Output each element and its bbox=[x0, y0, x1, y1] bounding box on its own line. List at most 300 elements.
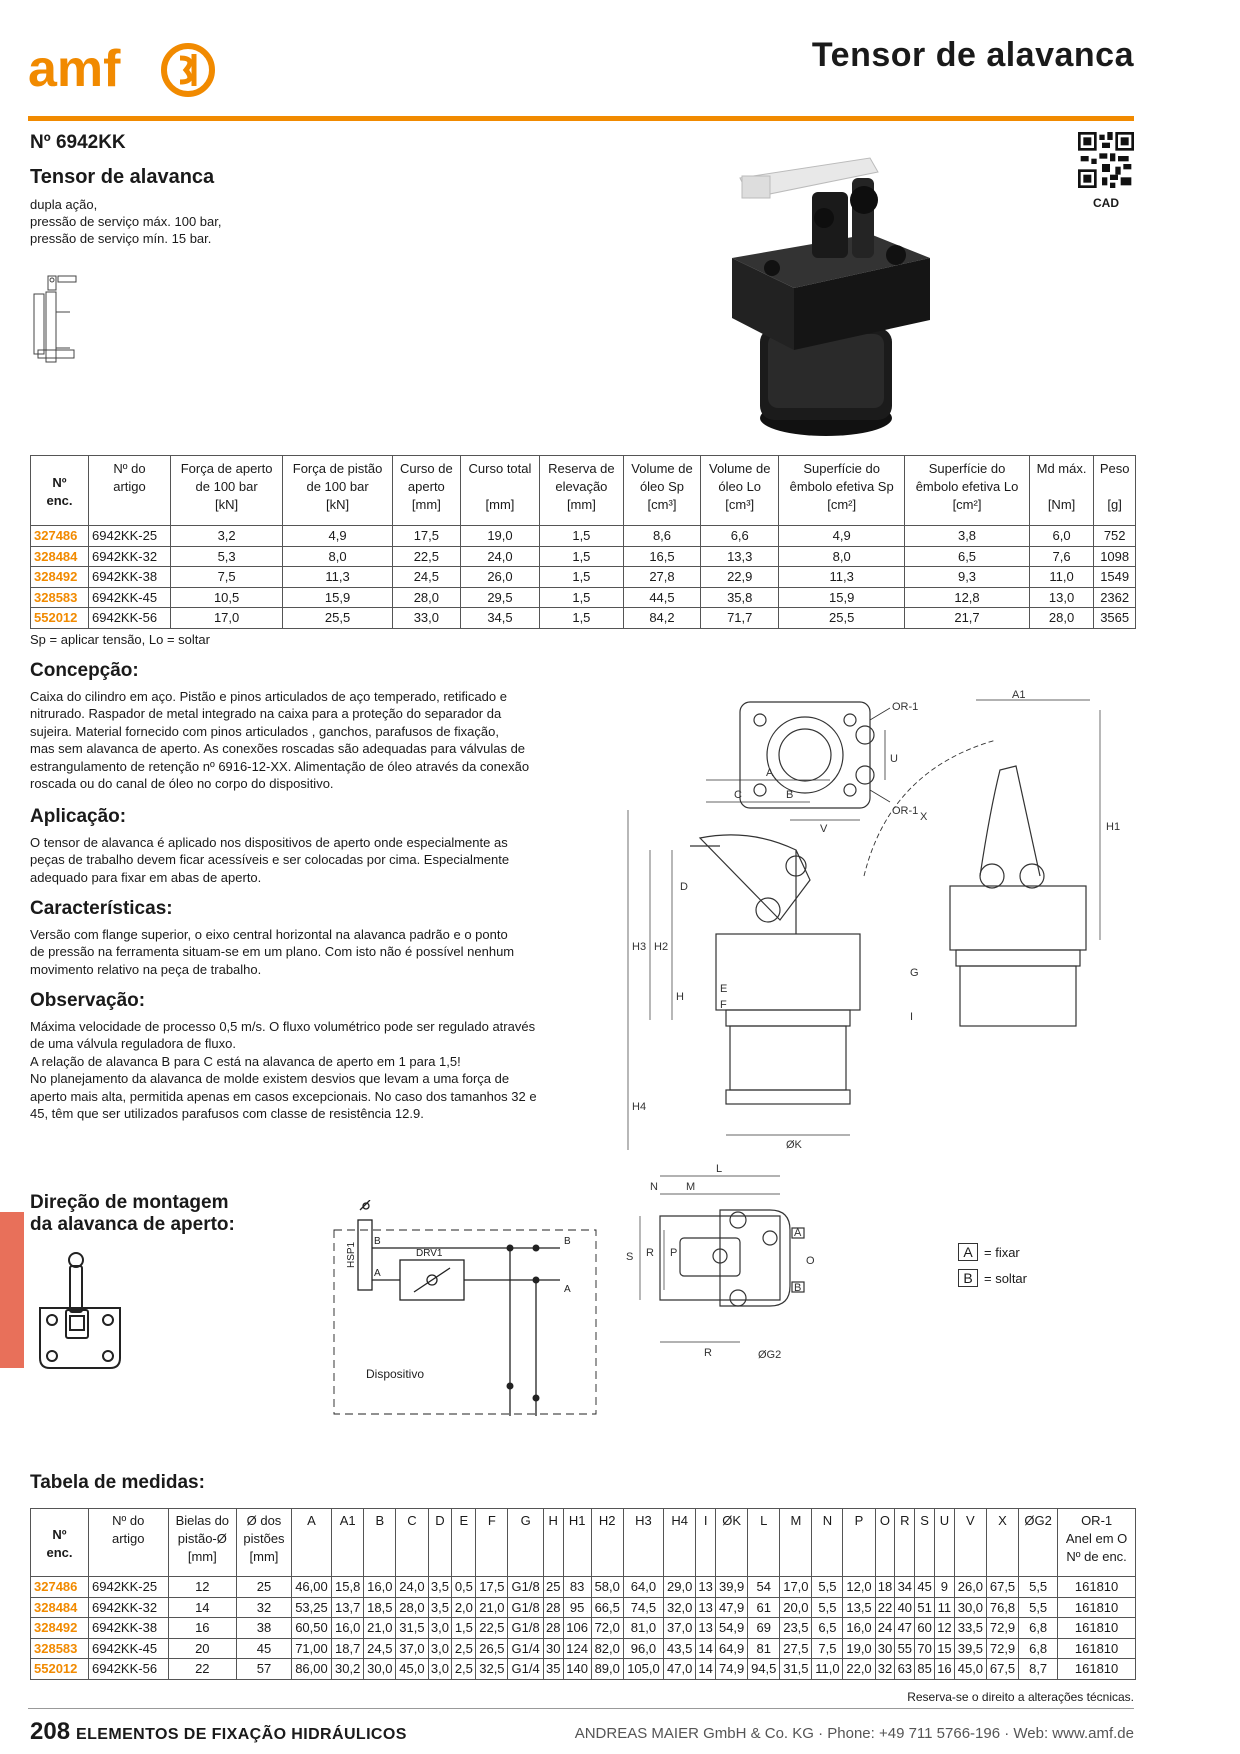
table-cell: 72,9 bbox=[986, 1638, 1018, 1659]
table-cell: 33,0 bbox=[392, 608, 460, 629]
table-cell: 60 bbox=[915, 1618, 935, 1639]
dim-label-a: A bbox=[766, 767, 774, 779]
table-cell: 21,0 bbox=[364, 1618, 396, 1639]
column-header: H4 bbox=[664, 1509, 696, 1577]
table-cell: 3,0 bbox=[428, 1618, 452, 1639]
table-cell: 25 bbox=[543, 1577, 563, 1598]
table-cell: 22,5 bbox=[476, 1618, 508, 1639]
table-cell: 28,0 bbox=[1029, 608, 1094, 629]
text-line: 45, têm que ser utilizados parafusos com classe de resistência 12.9. bbox=[30, 1106, 424, 1122]
dim-label-or1: OR-1 bbox=[892, 701, 919, 713]
table-cell: 10,5 bbox=[171, 587, 283, 608]
table-cell: G1/8 bbox=[508, 1597, 543, 1618]
table-cell: 3,0 bbox=[428, 1659, 452, 1680]
order-number-cell[interactable]: 328484 bbox=[31, 546, 89, 567]
table-cell: 26,5 bbox=[476, 1638, 508, 1659]
column-header: I bbox=[696, 1509, 716, 1577]
port-b-label: B bbox=[564, 1236, 571, 1247]
table-cell: 81,0 bbox=[623, 1618, 663, 1639]
section-title-observacao: Observação: bbox=[30, 990, 146, 1011]
column-header: G bbox=[508, 1509, 543, 1577]
table-cell: 15,9 bbox=[283, 587, 393, 608]
article-number: Nº 6942KK bbox=[30, 132, 126, 153]
amf-logo bbox=[28, 40, 218, 100]
table-cell: 0,5 bbox=[452, 1577, 476, 1598]
table-cell: 28,0 bbox=[392, 587, 460, 608]
table-cell: 9 bbox=[935, 1577, 955, 1598]
table-cell: 8,0 bbox=[283, 546, 393, 567]
text-line: A relação de alavanca B para C está na alavanca de aperto em 1 para 1,5! bbox=[30, 1053, 461, 1069]
table-row bbox=[31, 587, 1136, 608]
table-cell: 6942KK-38 bbox=[89, 567, 171, 588]
logo-text: amf bbox=[28, 40, 121, 98]
table-cell: 161810 bbox=[1058, 1597, 1136, 1618]
table-cell: 46,00 bbox=[291, 1577, 331, 1598]
order-number-cell[interactable]: 552012 bbox=[31, 1659, 89, 1680]
table-cell: 13 bbox=[696, 1618, 716, 1639]
section-body-concepcao bbox=[30, 688, 610, 792]
table-cell: 106 bbox=[563, 1618, 591, 1639]
table-cell: 16,0 bbox=[332, 1618, 364, 1639]
table-cell: 18,5 bbox=[364, 1597, 396, 1618]
table-cell: 16,0 bbox=[843, 1618, 875, 1639]
table-cell: 32 bbox=[875, 1659, 895, 1680]
page-number: 208 bbox=[30, 1718, 71, 1745]
order-number-cell[interactable]: 327486 bbox=[31, 1577, 89, 1598]
table-cell: 85 bbox=[915, 1659, 935, 1680]
table-cell: 6942KK-25 bbox=[89, 526, 171, 547]
legend-key: A bbox=[958, 1243, 978, 1261]
header-rule bbox=[28, 116, 1134, 121]
table-cell: 28 bbox=[543, 1597, 563, 1618]
column-header: Nº enc. bbox=[31, 1509, 89, 1577]
table-cell: 161810 bbox=[1058, 1618, 1136, 1639]
column-header: ØK bbox=[716, 1509, 748, 1577]
table-cell: 1,5 bbox=[540, 587, 623, 608]
table-cell: 2,5 bbox=[452, 1638, 476, 1659]
table-cell: 37,0 bbox=[664, 1618, 696, 1639]
port-a-label: A bbox=[564, 1284, 571, 1295]
dim-label-l: L bbox=[716, 1163, 723, 1175]
dim-label-p: P bbox=[670, 1247, 678, 1259]
bottom-view-drawing bbox=[620, 1160, 940, 1380]
table-cell: 20,0 bbox=[780, 1597, 812, 1618]
dim-label-v: V bbox=[820, 823, 828, 835]
table-cell: 33,5 bbox=[954, 1618, 986, 1639]
column-header: A bbox=[291, 1509, 331, 1577]
table-cell: 16 bbox=[168, 1618, 237, 1639]
table-cell: 22,0 bbox=[843, 1659, 875, 1680]
table-cell: 69 bbox=[748, 1618, 780, 1639]
table-cell: 13,5 bbox=[843, 1597, 875, 1618]
table-cell: 19,0 bbox=[843, 1638, 875, 1659]
legend-item bbox=[958, 1269, 1027, 1287]
column-header: H2 bbox=[591, 1509, 623, 1577]
text-line: aperto mais alta, permitida apenas em casos excepcionais. No caso dos tamanhos 32 e bbox=[30, 1088, 537, 1104]
text-line: Versão com flange superior, o eixo central horizontal na alavanca padrão e o ponto bbox=[30, 927, 508, 942]
table-cell: 71,7 bbox=[701, 608, 779, 629]
qr-code-icon[interactable] bbox=[1078, 132, 1134, 188]
dim-label-m: M bbox=[686, 1181, 696, 1193]
table-cell: 13,0 bbox=[1029, 587, 1094, 608]
clamp-symbol-icon bbox=[30, 272, 80, 364]
table-cell: 28,0 bbox=[396, 1597, 428, 1618]
section-body-observacao bbox=[30, 1018, 610, 1122]
table-row bbox=[31, 1659, 1136, 1680]
table-cell: 32,5 bbox=[476, 1659, 508, 1680]
table-cell: 23,5 bbox=[780, 1618, 812, 1639]
text-line: de uma válvula reguladora de fluxo. bbox=[30, 1036, 236, 1052]
table-row bbox=[31, 1597, 1136, 1618]
table-cell: 6942KK-32 bbox=[89, 546, 171, 567]
table-cell: 13 bbox=[696, 1597, 716, 1618]
port-a-label: A bbox=[374, 1268, 381, 1279]
section-title-concepcao: Concepção: bbox=[30, 660, 139, 681]
column-header: V bbox=[954, 1509, 986, 1577]
cad-label: CAD bbox=[1093, 196, 1119, 210]
column-header: S bbox=[915, 1509, 935, 1577]
section-title-aplicacao: Aplicação: bbox=[30, 806, 127, 827]
table-cell: 84,2 bbox=[623, 608, 701, 629]
table-cell: 5,3 bbox=[171, 546, 283, 567]
text-line: de pressão na ferramenta situam-se em um plano. Com isto não é possível nenhum bbox=[30, 944, 515, 960]
table-cell: 21,0 bbox=[476, 1597, 508, 1618]
table-cell: 58,0 bbox=[591, 1577, 623, 1598]
text-line: peças de trabalho devem ficar acessíveis e ser colocadas por cima. Especialmente bbox=[30, 852, 510, 868]
table-cell: 6,8 bbox=[1019, 1638, 1058, 1659]
table-cell: 8,7 bbox=[1019, 1659, 1058, 1680]
order-number-cell[interactable]: 328484 bbox=[31, 1597, 89, 1618]
text-line: No planejamento da alavanca de molde existem desvios que levam a uma força de bbox=[30, 1071, 510, 1087]
table-cell: 57 bbox=[237, 1659, 292, 1680]
mounting-title-line: Direção de montagem bbox=[30, 1192, 229, 1213]
table-cell: 71,00 bbox=[291, 1638, 331, 1659]
column-header: Nº enc. bbox=[31, 456, 89, 526]
table-cell: 5,5 bbox=[812, 1577, 843, 1598]
legend-item bbox=[958, 1243, 1020, 1261]
table-cell: 9,3 bbox=[905, 567, 1030, 588]
table-cell: 95 bbox=[563, 1597, 591, 1618]
mounting-title-line: da alavanca de aperto: bbox=[30, 1214, 235, 1235]
column-header: Volume de óleo Sp [cm³] bbox=[623, 456, 701, 526]
table-cell: 30,2 bbox=[332, 1659, 364, 1680]
table-cell: 22,9 bbox=[701, 567, 779, 588]
table-cell: 17,0 bbox=[171, 608, 283, 629]
column-header: B bbox=[364, 1509, 396, 1577]
table-cell: 24 bbox=[875, 1618, 895, 1639]
column-header: Bielas do pistão-Ø [mm] bbox=[168, 1509, 237, 1577]
table-header-row bbox=[31, 1509, 1136, 1577]
column-header: OR-1 Anel em O Nº de enc. bbox=[1058, 1509, 1136, 1577]
table-cell: 3,5 bbox=[428, 1597, 452, 1618]
dimension-drawing bbox=[620, 690, 1140, 1170]
order-number-cell[interactable]: 328492 bbox=[31, 567, 89, 588]
table-cell: 39,5 bbox=[954, 1638, 986, 1659]
table-cell: 12,8 bbox=[905, 587, 1030, 608]
table-cell: 30 bbox=[875, 1638, 895, 1659]
table-cell: 161810 bbox=[1058, 1659, 1136, 1680]
table-cell: 1,5 bbox=[540, 546, 623, 567]
table-cell: 27,5 bbox=[780, 1638, 812, 1659]
table-cell: 3,2 bbox=[171, 526, 283, 547]
table-cell: 4,9 bbox=[283, 526, 393, 547]
table-cell: 19,0 bbox=[460, 526, 539, 547]
table-cell: 6942KK-25 bbox=[89, 1577, 169, 1598]
table-cell: 37,0 bbox=[396, 1638, 428, 1659]
order-number-cell[interactable]: 327486 bbox=[31, 526, 89, 547]
table-cell: 12,0 bbox=[843, 1577, 875, 1598]
table-cell: 54,9 bbox=[716, 1618, 748, 1639]
table-cell: 3,5 bbox=[428, 1577, 452, 1598]
dim-label-c: C bbox=[734, 789, 742, 801]
table-header-row bbox=[31, 456, 1136, 526]
dim-label-e: E bbox=[720, 983, 728, 995]
table-cell: G1/4 bbox=[508, 1638, 543, 1659]
table-cell: 5,5 bbox=[1019, 1577, 1058, 1598]
table-cell: 2362 bbox=[1094, 587, 1136, 608]
table-row bbox=[31, 1638, 1136, 1659]
table-cell: 43,5 bbox=[664, 1638, 696, 1659]
table-row bbox=[31, 526, 1136, 547]
column-header: U bbox=[935, 1509, 955, 1577]
table-cell: 7,5 bbox=[812, 1638, 843, 1659]
dim-label-o: O bbox=[806, 1255, 815, 1267]
device-label: Dispositivo bbox=[366, 1367, 425, 1381]
table-cell: 6,0 bbox=[1029, 526, 1094, 547]
table-cell: 38 bbox=[237, 1618, 292, 1639]
dim-label-d: D bbox=[680, 881, 688, 893]
dim-label-h2: H2 bbox=[654, 941, 669, 953]
table-cell: 32 bbox=[237, 1597, 292, 1618]
column-header: Md máx. [Nm] bbox=[1029, 456, 1094, 526]
column-header: Peso [g] bbox=[1094, 456, 1136, 526]
table-cell: 24,0 bbox=[396, 1577, 428, 1598]
column-header: Curso total [mm] bbox=[460, 456, 539, 526]
column-header: Ø dos pistões [mm] bbox=[237, 1509, 292, 1577]
table-cell: 86,00 bbox=[291, 1659, 331, 1680]
table-cell: 6,5 bbox=[812, 1618, 843, 1639]
table-cell: 2,5 bbox=[452, 1659, 476, 1680]
table-cell: 63 bbox=[895, 1659, 915, 1680]
table-cell: 45,0 bbox=[954, 1659, 986, 1680]
dim-label-a1: A1 bbox=[1012, 690, 1026, 701]
dim-label-g: G bbox=[910, 967, 919, 979]
column-header: F bbox=[476, 1509, 508, 1577]
section-body-aplicacao bbox=[30, 834, 610, 886]
order-number-cell[interactable]: 328583 bbox=[31, 1638, 89, 1659]
column-header: Força de pistão de 100 bar [kN] bbox=[283, 456, 393, 526]
dim-label-h3: H3 bbox=[632, 941, 647, 953]
table-cell: 161810 bbox=[1058, 1577, 1136, 1598]
text-line: estrangulamento de retenção nº 6916-12-XX. Alimentação de óleo através da conexão bbox=[30, 758, 530, 774]
dim-label-r: R bbox=[646, 1247, 654, 1259]
section-title-caracteristicas: Características: bbox=[30, 898, 173, 919]
table-cell: 55 bbox=[895, 1638, 915, 1659]
dim-label-or1: OR-1 bbox=[892, 805, 919, 817]
table-cell: 89,0 bbox=[591, 1659, 623, 1680]
legend-label: = fixar bbox=[984, 1245, 1020, 1260]
table-cell: 8,0 bbox=[779, 546, 905, 567]
table-cell: 51 bbox=[915, 1597, 935, 1618]
text-line: adequado para fixar em abas de aperto. bbox=[30, 869, 262, 885]
column-header: R bbox=[895, 1509, 915, 1577]
table-cell: 3,0 bbox=[428, 1638, 452, 1659]
table-cell: 18,7 bbox=[332, 1638, 364, 1659]
table-cell: 1098 bbox=[1094, 546, 1136, 567]
table-cell: 4,9 bbox=[779, 526, 905, 547]
table-cell: 2,0 bbox=[452, 1597, 476, 1618]
column-header: N bbox=[812, 1509, 843, 1577]
page-title: Tensor de alavanca bbox=[811, 36, 1134, 74]
table-cell: 1549 bbox=[1094, 567, 1136, 588]
table-cell: 47,9 bbox=[716, 1597, 748, 1618]
port-label-b: B bbox=[794, 1282, 802, 1294]
table-note: Sp = aplicar tensão, Lo = soltar bbox=[30, 632, 210, 647]
port-b-label: B bbox=[374, 1236, 381, 1247]
table-cell: 5,5 bbox=[1019, 1597, 1058, 1618]
table-cell: 6,8 bbox=[1019, 1618, 1058, 1639]
table-cell: 30 bbox=[543, 1638, 563, 1659]
table-cell: 47 bbox=[895, 1618, 915, 1639]
table-cell: 12 bbox=[168, 1577, 237, 1598]
table-cell: 67,5 bbox=[986, 1577, 1018, 1598]
column-header: Nº do artigo bbox=[89, 1509, 169, 1577]
dim-label-n: N bbox=[650, 1181, 658, 1193]
table-row bbox=[31, 546, 1136, 567]
column-header: P bbox=[843, 1509, 875, 1577]
column-header: Nº do artigo bbox=[89, 456, 171, 526]
text-line: mas sem alavanca de aperto. As conexões roscadas são adequadas para válvulas de bbox=[30, 741, 526, 757]
table-cell: 11,3 bbox=[779, 567, 905, 588]
table-cell: 22,5 bbox=[392, 546, 460, 567]
product-title: Tensor de alavanca bbox=[30, 166, 215, 188]
product-photo bbox=[720, 148, 980, 440]
table-cell: 124 bbox=[563, 1638, 591, 1659]
table-cell: 22 bbox=[875, 1597, 895, 1618]
dimensions-table bbox=[30, 1508, 1136, 1680]
table-cell: 6942KK-45 bbox=[89, 1638, 169, 1659]
table-cell: 34,5 bbox=[460, 608, 539, 629]
table-cell: 17,5 bbox=[392, 526, 460, 547]
text-line: movimento relativo na peça de trabalho. bbox=[30, 961, 262, 977]
table-cell: 96,0 bbox=[623, 1638, 663, 1659]
section-body-caracteristicas bbox=[30, 926, 610, 978]
table-cell: 6942KK-56 bbox=[89, 1659, 169, 1680]
table-cell: 1,5 bbox=[540, 567, 623, 588]
dim-label-k: ØK bbox=[786, 1139, 802, 1151]
table-row bbox=[31, 608, 1136, 629]
table-cell: 25,5 bbox=[283, 608, 393, 629]
port-label-a: A bbox=[794, 1227, 802, 1239]
table-cell: 11,0 bbox=[1029, 567, 1094, 588]
table-cell: 72,9 bbox=[986, 1618, 1018, 1639]
column-header: H1 bbox=[563, 1509, 591, 1577]
table-cell: 31,5 bbox=[396, 1618, 428, 1639]
column-header: O bbox=[875, 1509, 895, 1577]
technical-data-table bbox=[30, 455, 1136, 629]
description-line: pressão de serviço máx. 100 bar, bbox=[30, 214, 222, 229]
column-header: Volume de óleo Lo [cm³] bbox=[701, 456, 779, 526]
section-name: ELEMENTOS DE FIXAÇÃO HIDRÁULICOS bbox=[76, 1726, 407, 1743]
table-cell: 34 bbox=[895, 1577, 915, 1598]
table-cell: 35,8 bbox=[701, 587, 779, 608]
hydraulic-schematic bbox=[330, 1200, 600, 1416]
table-cell: 47,0 bbox=[664, 1659, 696, 1680]
table-cell: 20 bbox=[168, 1638, 237, 1659]
table-cell: 82,0 bbox=[591, 1638, 623, 1659]
dim-label-g2: ØG2 bbox=[758, 1349, 782, 1361]
column-header: Reserva de elevação [mm] bbox=[540, 456, 623, 526]
dim-label-b: B bbox=[786, 789, 794, 801]
table-cell: 140 bbox=[563, 1659, 591, 1680]
column-header: ØG2 bbox=[1019, 1509, 1058, 1577]
text-line: nitrurado. Raspador de metal integrado na caixa para a proteção do separador da bbox=[30, 706, 502, 722]
table-cell: 72,0 bbox=[591, 1618, 623, 1639]
table-cell: 18 bbox=[875, 1577, 895, 1598]
mounting-title bbox=[30, 1192, 235, 1236]
table-cell: 64,0 bbox=[623, 1577, 663, 1598]
table-cell: 70 bbox=[915, 1638, 935, 1659]
dimensions-table-title: Tabela de medidas: bbox=[30, 1472, 205, 1493]
sidebar-tab bbox=[0, 1212, 24, 1368]
text-line: roscada ou do canal de óleo no corpo do dispositivo. bbox=[30, 776, 334, 792]
table-cell: 40 bbox=[895, 1597, 915, 1618]
table-cell: 81 bbox=[748, 1638, 780, 1659]
table-cell: 45 bbox=[915, 1577, 935, 1598]
table-cell: 44,5 bbox=[623, 587, 701, 608]
table-cell: 11 bbox=[935, 1597, 955, 1618]
table-cell: 74,9 bbox=[716, 1659, 748, 1680]
order-number-cell[interactable]: 328492 bbox=[31, 1618, 89, 1639]
table-cell: 28 bbox=[543, 1618, 563, 1639]
column-header: Curso de aperto [mm] bbox=[392, 456, 460, 526]
table-cell: 15,9 bbox=[779, 587, 905, 608]
table-cell: 3565 bbox=[1094, 608, 1136, 629]
order-number-cell[interactable]: 328583 bbox=[31, 587, 89, 608]
table-cell: 27,8 bbox=[623, 567, 701, 588]
table-cell: 6942KK-45 bbox=[89, 587, 171, 608]
table-cell: 67,5 bbox=[986, 1659, 1018, 1680]
table-cell: 25,5 bbox=[779, 608, 905, 629]
column-header: Força de aperto de 100 bar [kN] bbox=[171, 456, 283, 526]
table-cell: 16,5 bbox=[623, 546, 701, 567]
legend-label: = soltar bbox=[984, 1271, 1027, 1286]
table-cell: 29,5 bbox=[460, 587, 539, 608]
text-line: sujeira. Material fornecido com pinos articulados , ganchos, parafusos de fixação, bbox=[30, 723, 499, 739]
dim-label-i: I bbox=[910, 1011, 914, 1023]
table-cell: 105,0 bbox=[623, 1659, 663, 1680]
table-cell: 61 bbox=[748, 1597, 780, 1618]
table-cell: 26,0 bbox=[460, 567, 539, 588]
table-cell: 11,3 bbox=[283, 567, 393, 588]
table-cell: 13 bbox=[696, 1577, 716, 1598]
table-cell: 13,7 bbox=[332, 1597, 364, 1618]
table-cell: 1,5 bbox=[452, 1618, 476, 1639]
column-header: H bbox=[543, 1509, 563, 1577]
table-cell: 1,5 bbox=[540, 526, 623, 547]
table-cell: 53,25 bbox=[291, 1597, 331, 1618]
dim-label-r: R bbox=[704, 1347, 712, 1359]
order-number-cell[interactable]: 552012 bbox=[31, 608, 89, 629]
table-cell: 7,5 bbox=[171, 567, 283, 588]
table-cell: 6,5 bbox=[905, 546, 1030, 567]
table-cell: 1,5 bbox=[540, 608, 623, 629]
table-cell: 60,50 bbox=[291, 1618, 331, 1639]
company-info: ANDREAS MAIER GmbH & Co. KG · Phone: +49 711 5766-196 · Web: www.amf.de bbox=[574, 1725, 1134, 1742]
table-cell: 25 bbox=[237, 1577, 292, 1598]
footer-rule bbox=[28, 1708, 1134, 1709]
column-header: E bbox=[452, 1509, 476, 1577]
